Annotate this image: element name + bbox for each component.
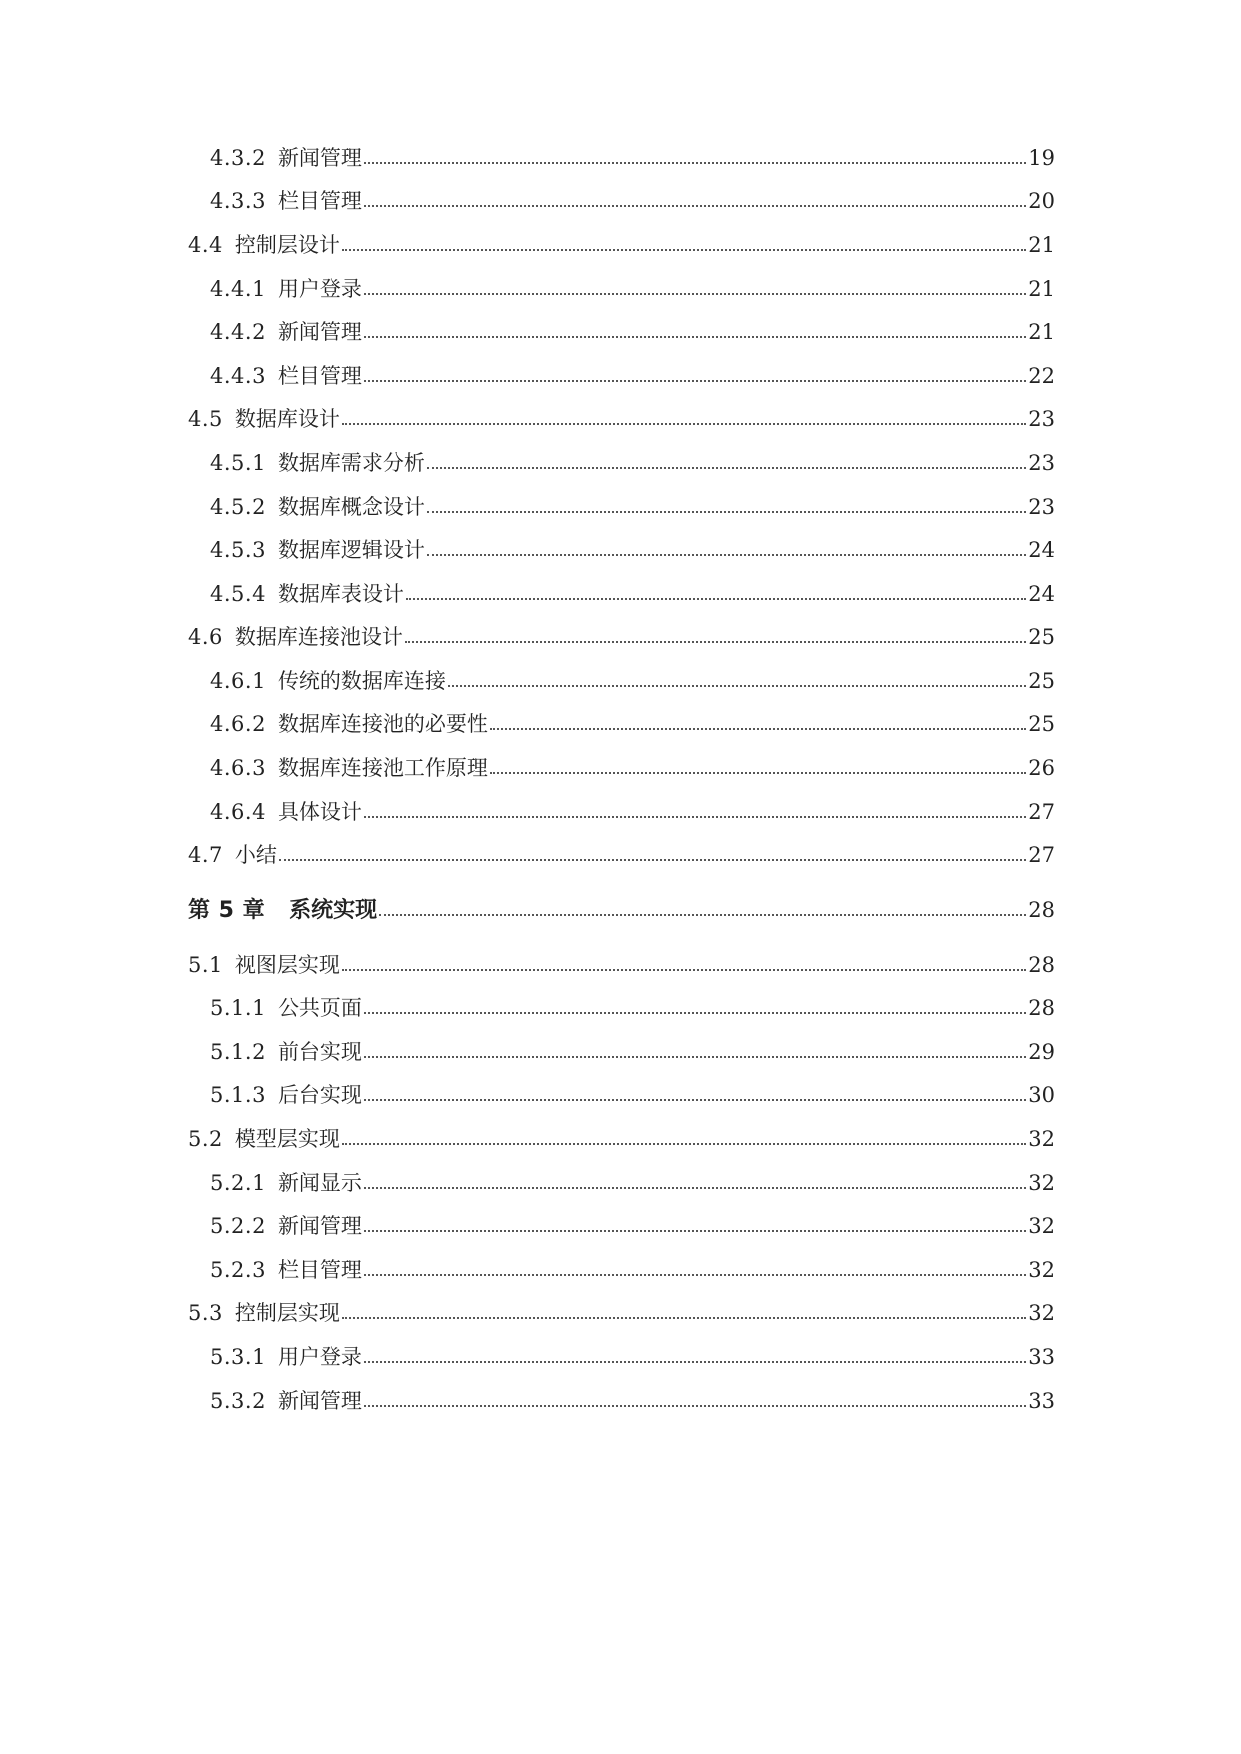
toc-dot-leader <box>364 1187 1026 1189</box>
toc-dot-leader <box>405 641 1026 643</box>
toc-entry[interactable] <box>210 666 1055 696</box>
toc-entry-page-number: 24 <box>1028 538 1055 562</box>
toc-dot-leader <box>364 816 1026 818</box>
toc-entry-page-number: 32 <box>1028 1258 1055 1282</box>
toc-entry-title: 控制层实现 <box>234 1301 340 1325</box>
toc-entry-number: 5.2 <box>188 1127 223 1151</box>
toc-entry-title: 新闻管理 <box>277 320 362 344</box>
toc-entry-title: 后台实现 <box>277 1083 362 1107</box>
toc-dot-leader <box>364 162 1026 164</box>
toc-entry-title: 模型层实现 <box>234 1127 340 1151</box>
toc-entry-page-number: 24 <box>1028 582 1055 606</box>
toc-dot-leader <box>342 423 1026 425</box>
toc-entry-number: 5.1.2 <box>210 1040 266 1064</box>
toc-entry-title: 前台实现 <box>277 1040 362 1064</box>
toc-entry[interactable] <box>210 1211 1055 1241</box>
toc-entry[interactable] <box>210 448 1055 478</box>
toc-entry[interactable] <box>188 404 1055 434</box>
toc-entry[interactable] <box>210 993 1055 1023</box>
toc-entry-title: 公共页面 <box>277 996 362 1020</box>
toc-entry-page-number: 19 <box>1028 146 1055 170</box>
toc-entry-page-number: 20 <box>1028 189 1055 213</box>
toc-entry-title: 新闻管理 <box>277 146 362 170</box>
toc-entry[interactable] <box>210 361 1055 391</box>
toc-entry-page-number: 21 <box>1028 277 1055 301</box>
toc-entry-number: 5.2.2 <box>210 1214 266 1238</box>
toc-entry-number: 4.4.2 <box>210 320 266 344</box>
toc-entry-number: 4.6.2 <box>210 712 266 736</box>
toc-entry[interactable] <box>188 950 1055 980</box>
toc-entry-number: 5.1.3 <box>210 1083 266 1107</box>
toc-dot-leader <box>342 969 1026 971</box>
toc-entry[interactable] <box>188 622 1055 652</box>
toc-entry-title: 数据库逻辑设计 <box>277 538 425 562</box>
toc-entry-page-number: 32 <box>1028 1127 1055 1151</box>
toc-entry-page-number: 33 <box>1028 1345 1055 1369</box>
toc-entry-title: 栏目管理 <box>277 364 362 388</box>
toc-dot-leader <box>427 554 1026 556</box>
toc-entry[interactable] <box>210 143 1055 173</box>
toc-entry-title: 数据库需求分析 <box>277 451 425 475</box>
toc-dot-leader <box>364 1274 1026 1276</box>
toc-entry-page-number: 32 <box>1028 1171 1055 1195</box>
toc-entry[interactable] <box>210 709 1055 739</box>
toc-entry-page-number: 23 <box>1028 407 1055 431</box>
toc-entry-title: 小结 <box>234 843 277 867</box>
toc-entry-number: 第 5 章 <box>188 898 266 923</box>
toc-entry[interactable] <box>188 840 1055 870</box>
toc-dot-leader <box>364 1012 1026 1014</box>
toc-entry[interactable] <box>210 274 1055 304</box>
toc-entry[interactable] <box>188 1124 1055 1154</box>
toc-dot-leader <box>364 205 1026 207</box>
toc-entry-number: 5.1.1 <box>210 996 266 1020</box>
toc-entry-page-number: 27 <box>1028 800 1055 824</box>
toc-entry-number: 5.2.1 <box>210 1171 266 1195</box>
toc-dot-leader <box>364 1361 1026 1363</box>
toc-entry-number: 4.6.3 <box>210 756 266 780</box>
toc-entry-page-number: 25 <box>1028 625 1055 649</box>
toc-dot-leader <box>364 1056 1026 1058</box>
toc-entry-title: 数据库连接池的必要性 <box>277 712 488 736</box>
toc-entry[interactable] <box>210 492 1055 522</box>
toc-dot-leader <box>364 1230 1026 1232</box>
toc-chapter-entry[interactable] <box>188 895 1055 925</box>
toc-dot-leader <box>490 772 1026 774</box>
toc-entry-page-number: 25 <box>1028 669 1055 693</box>
toc-entry-number: 5.1 <box>188 953 223 977</box>
toc-entry-page-number: 28 <box>1028 898 1055 922</box>
toc-entry[interactable] <box>210 1342 1055 1372</box>
toc-entry-title: 视图层实现 <box>234 953 340 977</box>
toc-entry-title: 具体设计 <box>277 800 362 824</box>
toc-entry[interactable] <box>210 1080 1055 1110</box>
toc-entry-page-number: 32 <box>1028 1214 1055 1238</box>
toc-entry-title: 系统实现 <box>289 898 378 923</box>
toc-entry-number: 4.7 <box>188 843 223 867</box>
toc-entry-title: 数据库表设计 <box>277 582 404 606</box>
toc-dot-leader <box>364 293 1026 295</box>
toc-entry-title: 数据库设计 <box>234 407 340 431</box>
toc-entry-title: 用户登录 <box>277 1345 362 1369</box>
toc-entry-number: 4.5 <box>188 407 223 431</box>
toc-entry-number: 4.6.4 <box>210 800 266 824</box>
toc-entry[interactable] <box>210 1037 1055 1067</box>
toc-entry-number: 4.5.1 <box>210 451 266 475</box>
toc-entry-title: 传统的数据库连接 <box>277 669 446 693</box>
toc-entry-title: 栏目管理 <box>277 189 362 213</box>
toc-entry-number: 4.3.2 <box>210 146 266 170</box>
toc-entry-number: 4.6.1 <box>210 669 266 693</box>
toc-dot-leader <box>490 728 1026 730</box>
toc-entry-number: 4.3.3 <box>210 189 266 213</box>
toc-entry-title: 新闻管理 <box>277 1214 362 1238</box>
toc-entry-title: 数据库概念设计 <box>277 495 425 519</box>
toc-entry-title: 用户登录 <box>277 277 362 301</box>
toc-dot-leader <box>364 1405 1026 1407</box>
toc-entry-number: 5.3.1 <box>210 1345 266 1369</box>
toc-entry-number: 5.3 <box>188 1301 223 1325</box>
toc-entry-page-number: 25 <box>1028 712 1055 736</box>
toc-dot-leader <box>364 380 1026 382</box>
toc-entry-page-number: 21 <box>1028 233 1055 257</box>
toc-entry-page-number: 23 <box>1028 451 1055 475</box>
toc-entry-page-number: 23 <box>1028 495 1055 519</box>
toc-entry-page-number: 22 <box>1028 364 1055 388</box>
toc-entry-number: 5.2.3 <box>210 1258 266 1282</box>
toc-entry-title: 栏目管理 <box>277 1258 362 1282</box>
toc-dot-leader <box>379 914 1026 916</box>
toc-entry-page-number: 30 <box>1028 1083 1055 1107</box>
toc-dot-leader <box>342 1317 1026 1319</box>
toc-entry-number: 5.3.2 <box>210 1389 266 1413</box>
toc-entry[interactable] <box>210 1168 1055 1198</box>
toc-dot-leader <box>427 511 1026 513</box>
toc-entry-page-number: 28 <box>1028 953 1055 977</box>
toc-dot-leader <box>427 467 1026 469</box>
toc-dot-leader <box>342 1143 1026 1145</box>
toc-entry-number: 4.5.2 <box>210 495 266 519</box>
toc-entry-number: 4.5.4 <box>210 582 266 606</box>
toc-entry-title: 数据库连接池工作原理 <box>277 756 488 780</box>
toc-entry[interactable] <box>210 797 1055 827</box>
toc-entry[interactable] <box>188 230 1055 260</box>
toc-entry-number: 4.6 <box>188 625 223 649</box>
toc-entry[interactable] <box>210 579 1055 609</box>
toc-entry-title: 控制层设计 <box>234 233 340 257</box>
toc-entry[interactable] <box>210 186 1055 216</box>
toc-entry-number: 4.4.3 <box>210 364 266 388</box>
toc-dot-leader <box>342 249 1026 251</box>
toc-entry-page-number: 33 <box>1028 1389 1055 1413</box>
toc-dot-leader <box>406 598 1026 600</box>
toc-entry[interactable] <box>210 1255 1055 1285</box>
toc-entry-page-number: 27 <box>1028 843 1055 867</box>
toc-entry[interactable] <box>210 753 1055 783</box>
toc-entry[interactable] <box>188 1298 1055 1328</box>
toc-entry-number: 4.5.3 <box>210 538 266 562</box>
toc-entry-number: 4.4 <box>188 233 223 257</box>
toc-entry-page-number: 29 <box>1028 1040 1055 1064</box>
toc-entry-number: 4.4.1 <box>210 277 266 301</box>
toc-entry-page-number: 21 <box>1028 320 1055 344</box>
toc-entry[interactable] <box>210 317 1055 347</box>
toc-entry-page-number: 28 <box>1028 996 1055 1020</box>
toc-dot-leader <box>279 859 1026 861</box>
toc-entry-title: 新闻显示 <box>277 1171 362 1195</box>
toc-entry-page-number: 26 <box>1028 756 1055 780</box>
toc-entry[interactable] <box>210 1386 1055 1416</box>
toc-entry-title: 数据库连接池设计 <box>234 625 403 649</box>
toc-entry-title: 新闻管理 <box>277 1389 362 1413</box>
toc-dot-leader <box>364 1099 1026 1101</box>
toc-dot-leader <box>364 336 1026 338</box>
toc-entry-page-number: 32 <box>1028 1301 1055 1325</box>
toc-dot-leader <box>448 685 1026 687</box>
toc-entry[interactable] <box>210 535 1055 565</box>
